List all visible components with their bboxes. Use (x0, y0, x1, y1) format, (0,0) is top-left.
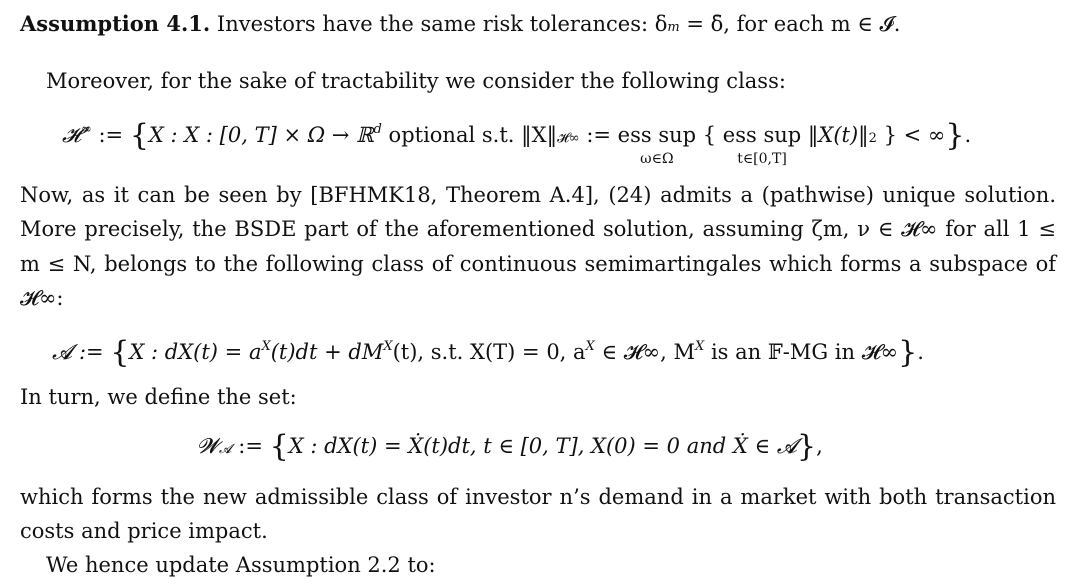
eq-h-body: X : X : [0, T] × Ω → ℝ (148, 123, 374, 147)
eq-a-sup-1: X (261, 339, 271, 354)
eq-h-lhs: 𝓗 (62, 123, 81, 147)
eq-h-optional: optional s.t. ‖X‖ (381, 123, 558, 147)
eq-h-brace2-open: { (696, 123, 723, 147)
assumption-line (20, 11, 1056, 41)
paragraph-now-line-3: m ≤ N, belongs to the following class of continuous semimartingales which forms a subspace of (20, 252, 1056, 276)
eq-h-lim-2: t∈[0,T] (737, 151, 787, 167)
eq-h-dot: . (964, 123, 972, 147)
eq-a-body: X : dX(t) = a (129, 340, 262, 364)
eq-w-dot: , (816, 434, 823, 458)
eq-a-body-5: is an 𝔽-MG in 𝓗∞ (704, 340, 899, 364)
assumption-text: Investors have the same risk tolerances: δ (216, 12, 668, 36)
paragraph-in-turn: In turn, we define the set: (20, 385, 297, 409)
assumption-rest: = δ̄, for each m ∈ 𝓘. (679, 12, 901, 36)
assumption-subscript: m (667, 20, 680, 35)
eq-h-lim-1: ω∈Ω (640, 151, 674, 167)
eq-a-lhs: 𝓐 := (52, 340, 111, 364)
equation-h-infinity (62, 117, 972, 167)
eq-w-close-brace: } (797, 429, 817, 464)
eq-w-open-brace: { (269, 429, 289, 464)
eq-h-close-brace: } (945, 118, 965, 153)
eq-a-sup-2: X (383, 339, 393, 354)
paragraph-which-line-2: costs and price impact. (20, 519, 268, 543)
eq-h-body-sup: d (373, 122, 382, 137)
eq-a-dot: . (917, 340, 924, 364)
eq-a-close-brace: } (898, 335, 918, 370)
eq-a-sup-4: X (695, 339, 705, 354)
eq-w-lhs: 𝓦 (197, 434, 220, 458)
eq-a-body-4: ∈ 𝓗∞, M (594, 340, 695, 364)
eq-a-body-3: (t), s.t. X(T) = 0, a (392, 340, 586, 364)
eq-h-lhs-sup: ∞ (80, 122, 92, 137)
eq-w-lhs-sub: 𝓐 (219, 442, 232, 457)
eq-a-open-brace: { (110, 335, 130, 370)
paragraph-which-line-1: which forms the new admissible class of investor n’s demand in a market with both transaction (20, 485, 1056, 509)
eq-h-inner: ‖X(t)‖ (801, 123, 869, 147)
eq-a-sup-3: X (585, 339, 595, 354)
equation-a-class (52, 334, 924, 370)
eq-h-assign: := (91, 123, 130, 147)
eq-h-def: := (579, 123, 618, 147)
paragraph-now-line-4: 𝓗∞: (20, 286, 64, 310)
paragraph-we-hence: We hence update Assumption 2.2 to: (46, 553, 436, 577)
eq-a-body-2: (t)dt + dM (270, 340, 384, 364)
paragraph-moreover: Moreover, for the sake of tractability we consider the following class: (46, 69, 786, 93)
eq-h-esssup-1: ess sup (617, 123, 697, 147)
paragraph-now-line-1: Now, as it can be seen by [BFHMK18, Theorem A.4], (24) admits a (pathwise) unique solution. (20, 183, 1056, 207)
eq-h-inner-sub: 2 (868, 131, 877, 146)
eq-h-esssup-2: ess sup (722, 123, 802, 147)
assumption-heading: Assumption 4.1. (20, 11, 211, 36)
eq-w-assign: := (231, 434, 270, 458)
eq-h-open-brace: { (129, 118, 149, 153)
paragraph-now-line-2: More precisely, the BSDE part of the aforementioned solution, assuming ζm, ν ∈ 𝓗∞ for all 1 ≤ (20, 217, 1056, 241)
eq-h-brace2-close: } < ∞ (876, 123, 946, 147)
eq-w-body: X : dX(t) = Ẋ(t)dt, t ∈ [0, T], X(0) = 0 and Ẋ ∈ 𝓐 (288, 434, 798, 458)
eq-h-norm-sub: 𝓗∞ (557, 131, 580, 146)
equation-w-set (197, 429, 823, 464)
